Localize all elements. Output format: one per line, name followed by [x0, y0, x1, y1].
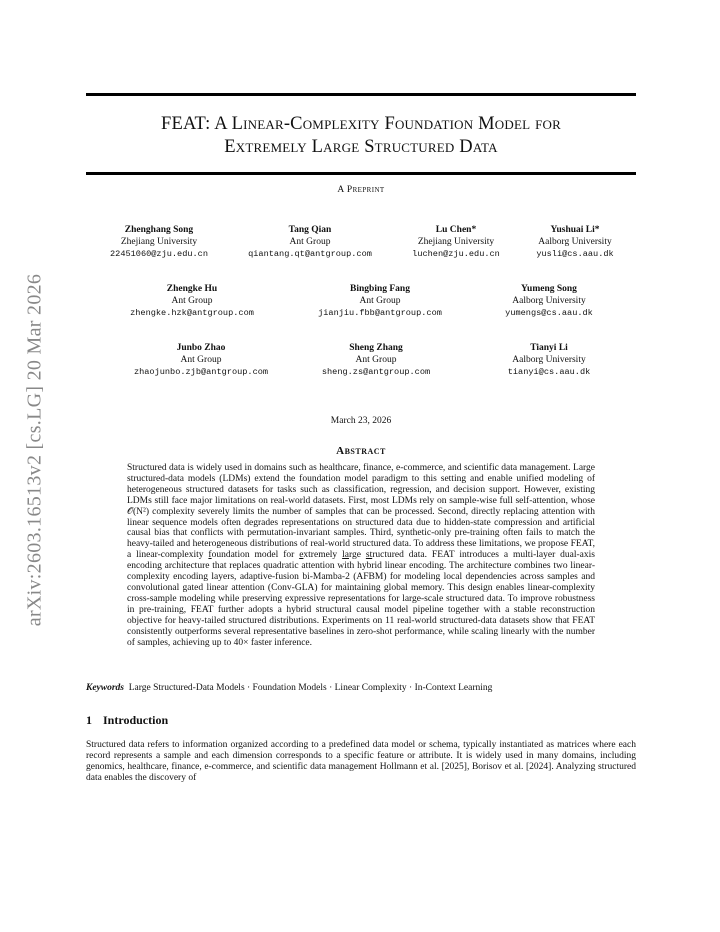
title-bottom-rule [86, 172, 636, 175]
arxiv-identifier-stamp: arXiv:2603.16513v2 [cs.LG] 20 Mar 2026 [23, 273, 46, 627]
intro-paragraph: Structured data refers to information organized according to a predefined data model or schema, typically instantiated as matrices where each record represents a sample and each dimension corresponds to a specific feature or attribute. It is widely used in many domains, including genomics, healthcare, finance, e-commerce, and scientific data management Hollmann et al. [2025], Borisov et al. [2024]. Analyzing structured data enables the discovery of [86, 740, 636, 783]
author-email[interactable]: qiantang.qt@antgroup.com [248, 249, 372, 259]
author-email[interactable]: sheng.zs@antgroup.com [321, 367, 431, 377]
author-block [536, 224, 613, 260]
author-name: Yushuai Li* [550, 225, 600, 235]
paper-title [86, 113, 636, 159]
title-top-rule [86, 93, 636, 96]
author-block [248, 224, 372, 260]
keywords-line [86, 683, 636, 693]
section-number: 1 [86, 713, 92, 727]
abstract-text: Structured data is widely used in domains such as healthcare, finance, e-commerce, and scientific data management. Large structured-data models (LDMs) extend the foundation model paradigm to this setting and enable unified modeling of heterogeneous structured datasets for tasks such as classification, regression, and decision support. However, existing LDMs still face major limitations on real-world datasets. First, most LDMs rely on sample-wise full self-attention, whose 𝒪(N²) complexity severely limits the number of samples that can be processed. Second, directly replacing attention with linear sequence models often degrades representations on structured data due to hidden-state compression and artificial causal bias that conflicts with permutation-invariant samples. Third, synthetic-only pre-training often fails to match the heavy-tailed and heterogeneous distributions of real-world structured data. To address these limitations, we propose FEAT, a linear-complexity foundation model for extremely large structured data. FEAT introduces a multi-layer dual-axis encoding architecture that replaces quadratic attention with hybrid linear encoding. The architecture combines two linear-complexity encoding layers, adaptive-fusion bi-Mamba-2 (AFBM) for modeling local dependencies across samples and convolutional gated linear attention (Conv-GLA) for maintaining global memory. This design enables linear-complexity cross-sample modeling while preserving expressive representations for large-scale structured data. To improve robustness in pre-training, FEAT further adopts a hybrid structural causal model pipeline together with a stable reconstruction objective for heavy-tailed structured distributions. Experiments on 11 real-world structured-data datasets show that FEAT consistently outperforms several representative baselines in zero-shot performance, while scaling linearly with the number of samples, achieving up to 40× faster inference. [127, 463, 595, 648]
keywords-list: Large Structured-Data Models · Foundation Models · Linear Complexity · In-Context Learning [128, 683, 493, 693]
author-email[interactable]: yusli@cs.aau.dk [536, 249, 614, 259]
author-block [134, 342, 268, 378]
abstract-heading: Abstract [336, 445, 386, 457]
author-email[interactable]: zhaojunbo.zjb@antgroup.com [133, 367, 269, 377]
author-name: Bingbing Fang [350, 284, 410, 294]
author-block [505, 283, 593, 319]
author-affiliation: Ant Group [171, 296, 213, 306]
title-line-1: FEAT: A Linear-Complexity Foundation Model for [161, 114, 561, 134]
keywords-label: Keywords [86, 683, 124, 693]
author-name: Lu Chen* [435, 225, 477, 235]
author-block [318, 283, 442, 319]
author-affiliation: Zhejiang University [120, 237, 198, 247]
preprint-label: A Preprint [337, 185, 385, 195]
author-block [508, 342, 591, 378]
author-name: Junbo Zhao [176, 343, 226, 353]
author-email[interactable]: luchen@zju.edu.cn [412, 249, 500, 259]
author-block [130, 283, 254, 319]
author-name: Zhengke Hu [166, 284, 218, 294]
author-affiliation: Aalborg University [512, 355, 586, 365]
author-email[interactable]: jianjiu.fbb@antgroup.com [318, 308, 442, 318]
author-affiliation: Ant Group [359, 296, 401, 306]
author-block [412, 224, 500, 260]
author-email[interactable]: 22451060@zju.edu.cn [110, 249, 208, 259]
author-name: Tianyi Li [530, 343, 568, 353]
author-affiliation: Zhejiang University [417, 237, 495, 247]
section-title: Introduction [103, 713, 169, 727]
author-affiliation: Ant Group [289, 237, 331, 247]
title-line-2: Extremely Large Structured Data [224, 137, 498, 157]
author-affiliation: Ant Group [180, 355, 222, 365]
section-heading [86, 713, 168, 728]
author-name: Tang Qian [288, 225, 332, 235]
author-email[interactable]: zhengke.hzk@antgroup.com [130, 308, 254, 318]
publication-date: March 23, 2026 [330, 416, 392, 426]
author-affiliation: Aalborg University [512, 296, 586, 306]
author-name: Yumeng Song [521, 284, 577, 294]
author-email[interactable]: tianyi@cs.aau.dk [507, 367, 591, 377]
author-email[interactable]: yumengs@cs.aau.dk [505, 308, 593, 318]
author-affiliation: Aalborg University [538, 237, 612, 247]
author-affiliation: Ant Group [355, 355, 397, 365]
author-block [110, 224, 208, 260]
author-name: Sheng Zhang [349, 343, 403, 353]
author-name: Zhenghang Song [124, 225, 194, 235]
author-block [322, 342, 430, 378]
